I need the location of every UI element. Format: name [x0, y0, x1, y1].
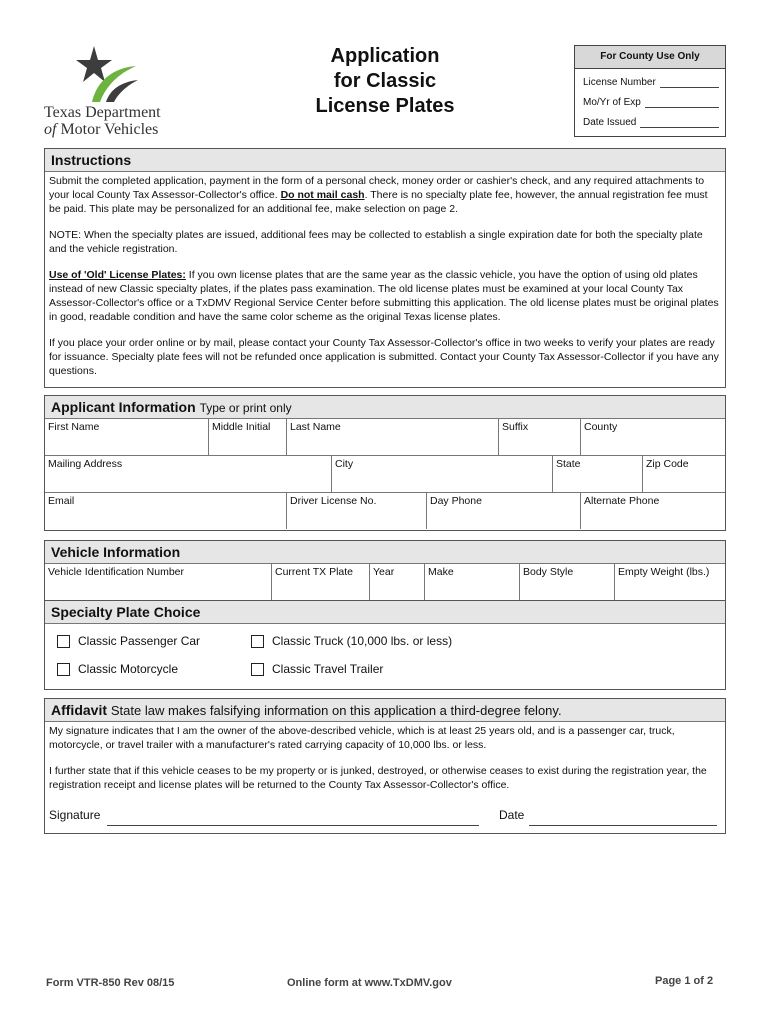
signature-label: Signature: [49, 808, 101, 822]
vehicle-heading: Vehicle Information: [45, 541, 725, 564]
alternate-phone-field[interactable]: Alternate Phone: [584, 495, 660, 507]
page-title: [300, 44, 470, 119]
empty-weight-field[interactable]: Empty Weight (lbs.): [618, 566, 710, 578]
instructions-section: [44, 148, 726, 388]
instructions-p1: Submit the completed application, payment in the form of a personal check, money order or cashier's check, and any required attachments to your local County Tax Assessor-Collector's office. Do not mail cash. There is no specialty plate fee, however, the annual registration fee must be paid. This plate may be personalized for an additional fee, make selection on page 2.: [49, 175, 708, 215]
txdmv-star-logo-icon: [72, 44, 142, 104]
checkbox[interactable]: [251, 663, 264, 676]
zip-code-field[interactable]: Zip Code: [646, 458, 689, 470]
date-label: Date: [499, 808, 525, 822]
page-number: Page 1 of 2: [655, 975, 714, 987]
mailing-address-field[interactable]: Mailing Address: [45, 456, 332, 492]
option-passenger-car[interactable]: Classic Passenger Car: [45, 634, 251, 648]
affidavit-p2: I further state that if this vehicle ceases to be my property or is junked, destroyed, or otherwise ceases to exist during the registration year, the registration receipt and license plates will be returned to the County Tax Assessor-Collector's office.: [49, 765, 707, 791]
city-field[interactable]: City: [332, 456, 553, 492]
option-truck[interactable]: Classic Truck (10,000 lbs. or less): [251, 634, 452, 648]
state-field[interactable]: State: [553, 456, 643, 492]
applicant-heading: Applicant Information Type or print only: [45, 396, 725, 419]
applicant-row-3: [45, 493, 725, 529]
vehicle-row-1: [45, 564, 725, 600]
title-line1: Application: [330, 45, 440, 67]
applicant-section: [44, 395, 726, 531]
title-line2: for Classic: [333, 70, 437, 92]
applicant-row-2: [45, 456, 725, 493]
checkbox[interactable]: [251, 635, 264, 648]
suffix-field[interactable]: Suffix: [499, 419, 581, 455]
org-name-of: of: [44, 121, 57, 138]
title-line3: License Plates: [315, 95, 455, 117]
org-name: [44, 104, 161, 138]
day-phone-field[interactable]: Day Phone: [427, 493, 581, 529]
middle-initial-field[interactable]: Middle Initial: [209, 419, 287, 455]
affidavit-section: [44, 698, 726, 834]
affidavit-p1: My signature indicates that I am the owner of the above-described vehicle, which is at least 25 years old, and is a passenger car, truck, motorcycle, or travel trailer with a manufacturer's rated carrying capacity of 10,000 lbs. or less.: [49, 725, 675, 751]
option-motorcycle[interactable]: Classic Motorcycle: [45, 662, 251, 676]
applicant-row-1: [45, 419, 725, 456]
year-field[interactable]: Year: [370, 564, 425, 600]
plate-choice-section: [44, 600, 726, 690]
form-id: Form VTR-850 Rev 08/15: [46, 977, 175, 989]
date-line[interactable]: [529, 824, 717, 826]
checkbox[interactable]: [57, 635, 70, 648]
county-use-box: [574, 45, 726, 137]
county-use-heading: For County Use Only: [575, 46, 725, 69]
first-name-field[interactable]: First Name: [45, 419, 209, 455]
county-field-license-number[interactable]: License Number: [575, 73, 725, 93]
org-name-line1: Texas Department: [44, 104, 161, 121]
option-travel-trailer[interactable]: Classic Travel Trailer: [251, 662, 383, 676]
county-field[interactable]: County: [584, 421, 618, 433]
county-field-exp[interactable]: Mo/Yr of Exp: [575, 93, 725, 113]
plate-choice-heading: Specialty Plate Choice: [45, 601, 725, 624]
driver-license-field[interactable]: Driver License No.: [287, 493, 427, 529]
org-name-line2: Motor Vehicles: [56, 121, 159, 138]
last-name-field[interactable]: Last Name: [287, 419, 499, 455]
vin-field[interactable]: Vehicle Identification Number: [45, 564, 272, 600]
email-field[interactable]: Email: [45, 493, 287, 529]
county-field-date-issued[interactable]: Date Issued: [575, 113, 725, 133]
instructions-p2: NOTE: When the specialty plates are issued, additional fees may be collected to establish a single expiration date for both the specialty plate and the vehicle registration.: [49, 229, 703, 255]
checkbox[interactable]: [57, 663, 70, 676]
vehicle-section: [44, 540, 726, 602]
body-style-field[interactable]: Body Style: [520, 564, 615, 600]
affidavit-heading: Affidavit State law makes falsifying information on this application a third-degree felony.: [45, 699, 725, 722]
current-plate-field[interactable]: Current TX Plate: [272, 564, 370, 600]
make-field[interactable]: Make: [425, 564, 520, 600]
online-form-link[interactable]: Online form at www.TxDMV.gov: [287, 977, 452, 989]
signature-line[interactable]: [107, 824, 479, 826]
instructions-heading: Instructions: [45, 149, 725, 172]
instructions-p4: If you place your order online or by mail, please contact your County Tax Assessor-Collector's office in two weeks to verify your plates are ready for issuance. Specialty plate fees will not be refunded once application is submitted. Contact your County Tax Assessor-Collector if you have any questions.: [49, 337, 719, 377]
instructions-p3: Use of 'Old' License Plates: If you own license plates that are the same year as the classic vehicle, you have the option of using old plates instead of new Classic specialty plates, if the plates pass examination. The old license plates must be examined at your local County Tax Assessor-Collector's office or a TxDMV Regional Service Center before submitting this application. The old license plates must be original plates in good, readable condition and have the same color scheme as the original Texas license plates.: [49, 269, 719, 323]
